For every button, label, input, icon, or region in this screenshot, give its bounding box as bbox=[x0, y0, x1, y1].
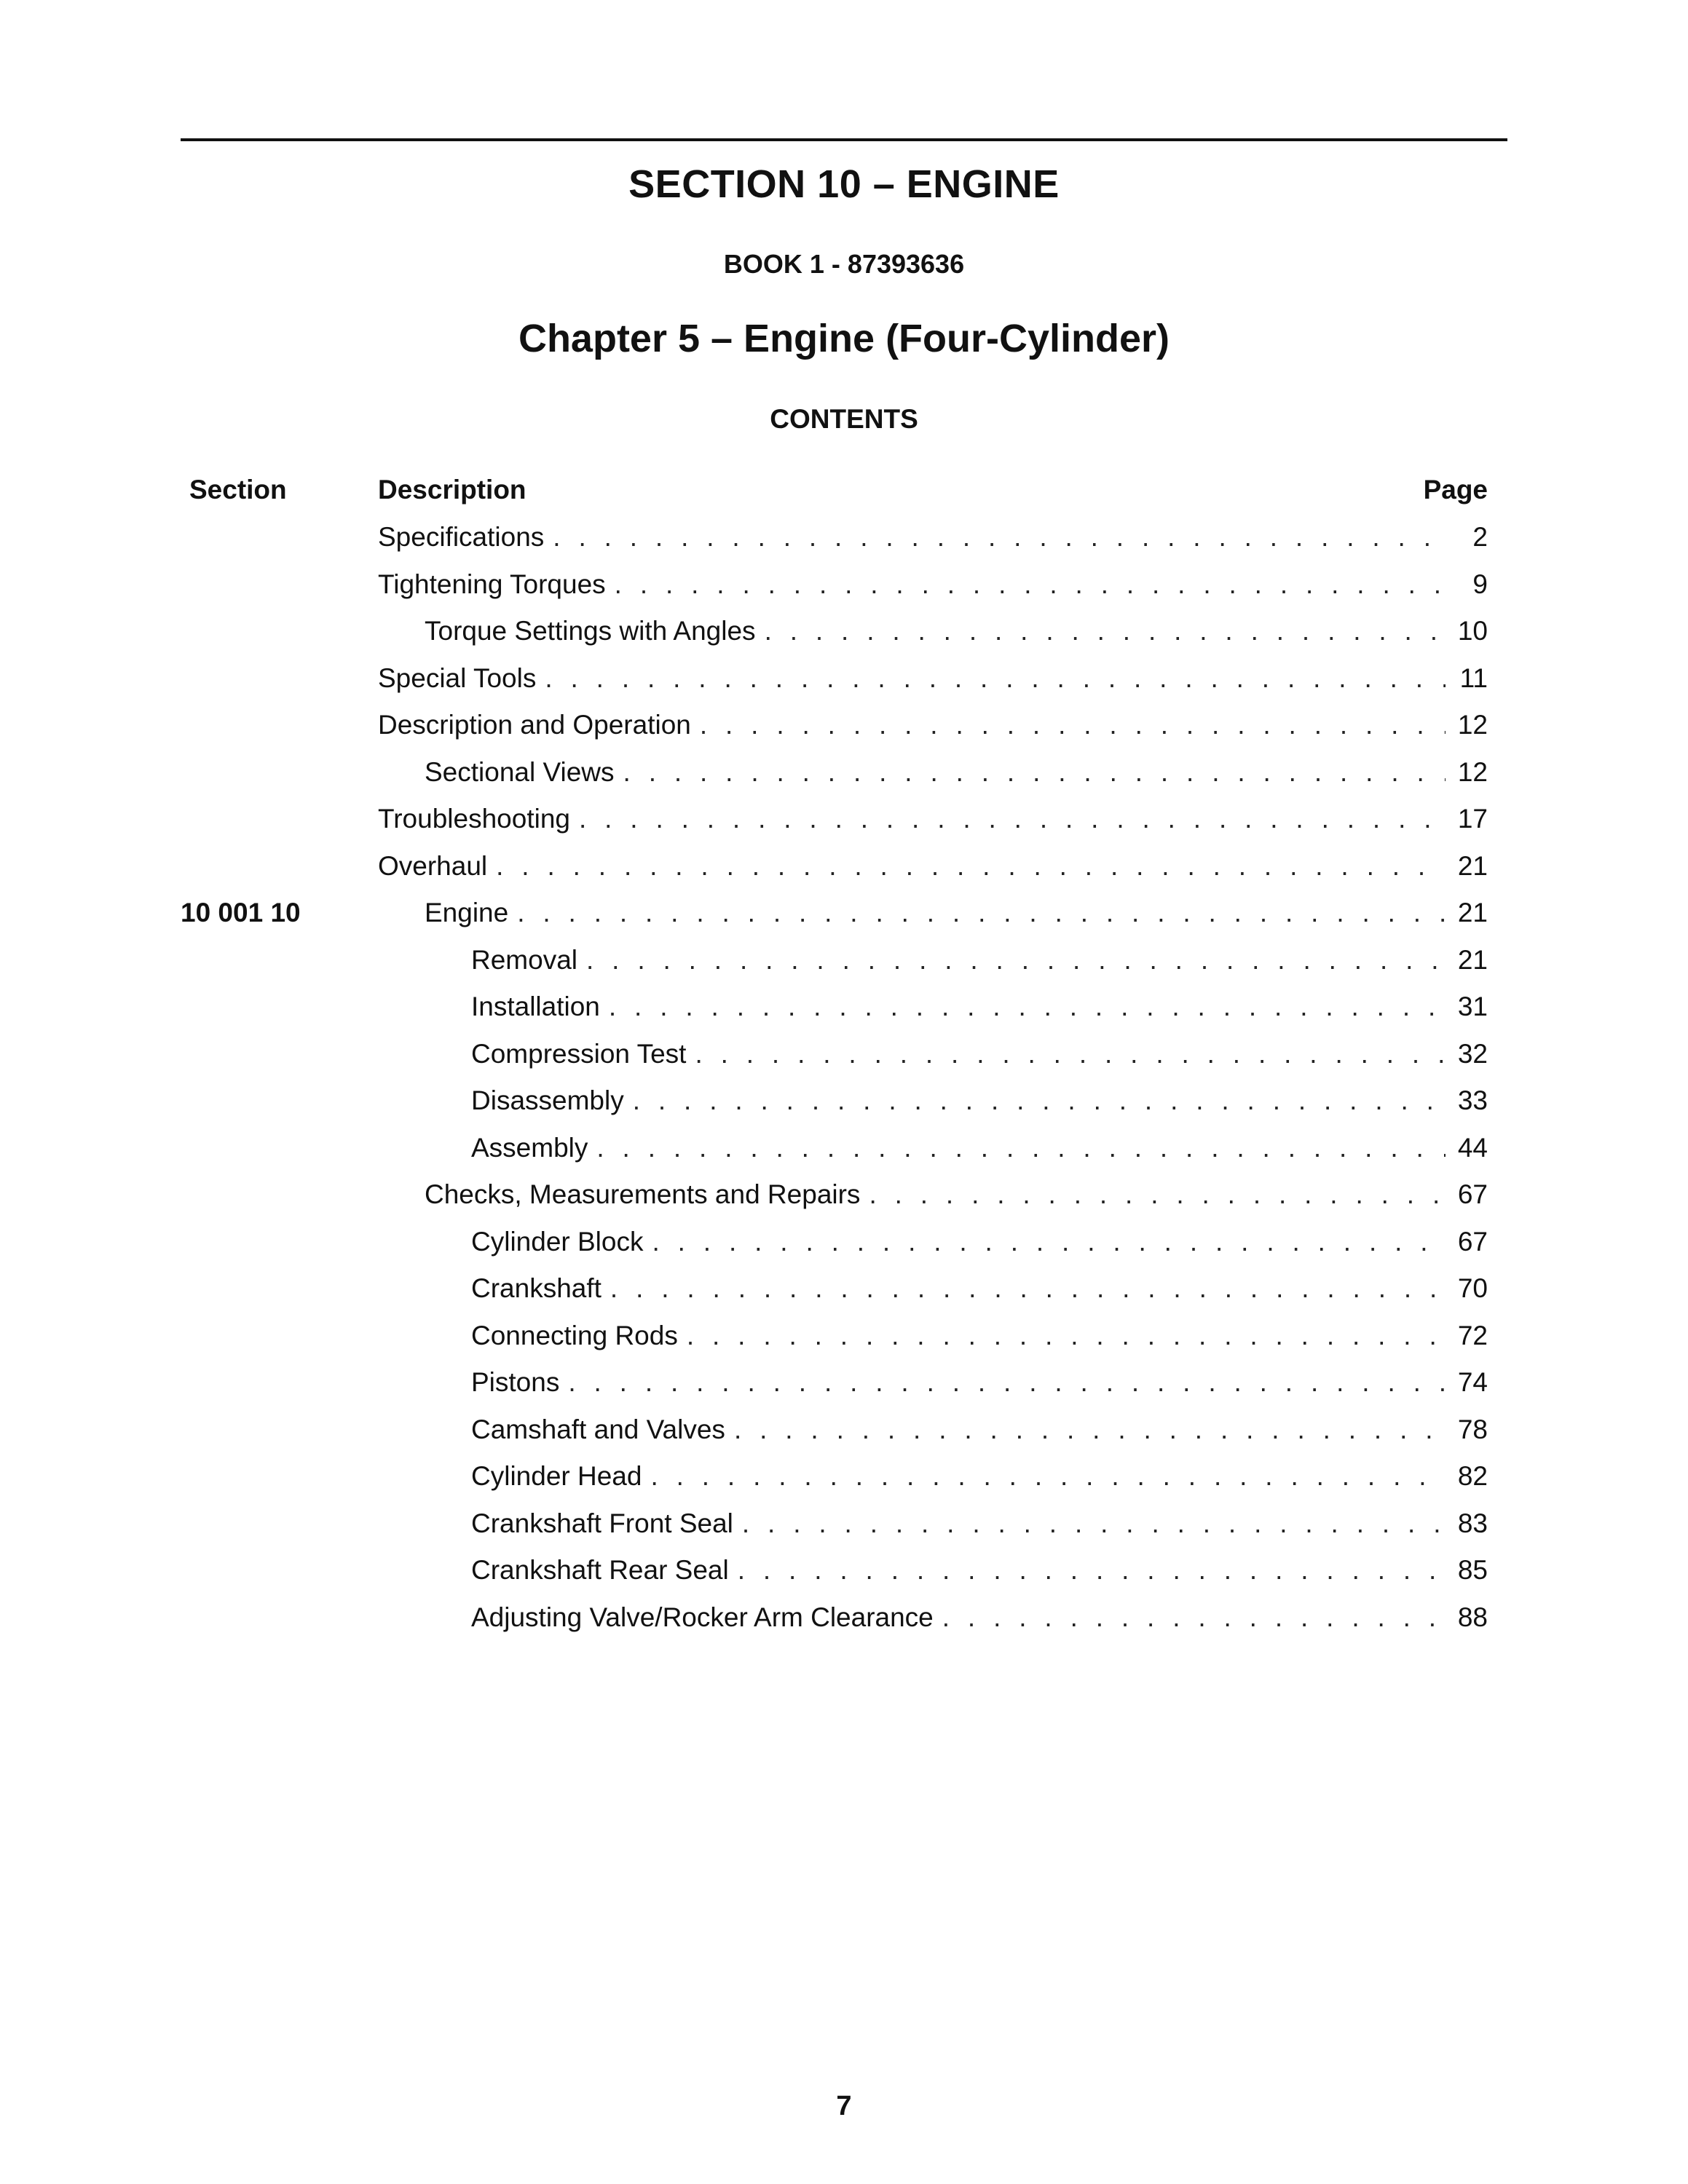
toc-entry-page: 88 bbox=[1457, 1602, 1488, 1632]
column-header-description: Description bbox=[378, 475, 526, 505]
dot-leader bbox=[687, 1316, 1446, 1356]
toc-row bbox=[0, 1222, 1688, 1270]
dot-leader bbox=[609, 987, 1446, 1026]
toc-entry-label: Cylinder Head bbox=[471, 1461, 642, 1491]
toc-entry[interactable] bbox=[378, 565, 1488, 604]
toc-entry[interactable] bbox=[378, 799, 1488, 839]
dot-leader bbox=[553, 518, 1446, 557]
toc-row bbox=[0, 753, 1688, 800]
toc-entry[interactable] bbox=[471, 1551, 1488, 1590]
dot-leader bbox=[496, 847, 1446, 886]
toc-entry-label: Adjusting Valve/Rocker Arm Clearance bbox=[471, 1602, 934, 1632]
toc-entry[interactable] bbox=[471, 1457, 1488, 1496]
toc-row bbox=[0, 1410, 1688, 1457]
toc-entry-page: 85 bbox=[1457, 1555, 1488, 1585]
toc-entry-page: 74 bbox=[1457, 1367, 1488, 1397]
toc-row bbox=[0, 518, 1688, 565]
toc-row bbox=[0, 1598, 1688, 1645]
toc-entry-label: Troubleshooting bbox=[378, 804, 570, 834]
toc-entry-page: 12 bbox=[1457, 756, 1488, 787]
toc-entry[interactable] bbox=[425, 893, 1488, 933]
page-number: 7 bbox=[836, 2091, 852, 2121]
contents-heading: CONTENTS bbox=[770, 404, 918, 434]
toc-entry-label: Installation bbox=[471, 992, 600, 1021]
dot-leader bbox=[579, 799, 1446, 839]
dot-leader bbox=[610, 1269, 1446, 1308]
toc-entry-label: Cylinder Block bbox=[471, 1226, 644, 1257]
toc-entry[interactable] bbox=[471, 1081, 1488, 1120]
toc-entry-label: Removal bbox=[471, 944, 577, 975]
dot-leader bbox=[742, 1504, 1446, 1543]
toc-entry[interactable] bbox=[471, 1410, 1488, 1449]
toc-entry-label: Engine bbox=[425, 898, 509, 927]
toc-entry-page: 10 bbox=[1457, 616, 1488, 646]
dot-leader bbox=[869, 1175, 1446, 1214]
toc-entry-page: 32 bbox=[1457, 1038, 1488, 1069]
toc-row bbox=[0, 1034, 1688, 1082]
toc-row bbox=[0, 893, 1688, 941]
dot-leader bbox=[650, 1457, 1446, 1496]
toc-entry-label: Sectional Views bbox=[425, 756, 615, 787]
toc-row bbox=[0, 1363, 1688, 1410]
dot-leader bbox=[596, 1128, 1446, 1168]
toc-entry-label: Specifications bbox=[378, 522, 545, 552]
dot-leader bbox=[734, 1410, 1446, 1449]
toc-entry[interactable] bbox=[378, 705, 1488, 745]
toc-row bbox=[0, 1269, 1688, 1316]
toc-entry-label: Tightening Torques bbox=[378, 569, 606, 599]
dot-leader bbox=[738, 1551, 1446, 1590]
toc-entry-label: Compression Test bbox=[471, 1038, 687, 1069]
toc-row bbox=[0, 1081, 1688, 1128]
section-title: SECTION 10 – ENGINE bbox=[628, 162, 1060, 206]
dot-leader bbox=[695, 1034, 1446, 1074]
toc-entry-label: Torque Settings with Angles bbox=[425, 616, 756, 646]
column-header-section: Section bbox=[189, 475, 287, 505]
toc-entry-page: 78 bbox=[1457, 1414, 1488, 1444]
toc-row bbox=[0, 612, 1688, 659]
toc-entry-label: Crankshaft bbox=[471, 1273, 602, 1303]
toc-entry[interactable] bbox=[425, 753, 1488, 792]
toc-entry[interactable] bbox=[471, 1598, 1488, 1637]
toc-entry-page: 33 bbox=[1457, 1085, 1488, 1115]
toc-row bbox=[0, 1128, 1688, 1176]
toc-entry-page: 83 bbox=[1457, 1508, 1488, 1538]
toc-entry-label: Crankshaft Rear Seal bbox=[471, 1555, 729, 1585]
toc-row bbox=[0, 941, 1688, 988]
toc-row bbox=[0, 799, 1688, 847]
toc-row bbox=[0, 565, 1688, 612]
toc-entry[interactable] bbox=[471, 1504, 1488, 1543]
toc-entry-page: 72 bbox=[1457, 1320, 1488, 1350]
dot-leader bbox=[652, 1222, 1446, 1262]
toc-entry-label: Disassembly bbox=[471, 1085, 624, 1115]
toc-entry-label: Checks, Measurements and Repairs bbox=[425, 1179, 861, 1209]
toc-entry-page: 17 bbox=[1457, 804, 1488, 834]
dot-leader bbox=[545, 659, 1446, 698]
toc-entry-page: 67 bbox=[1457, 1226, 1488, 1257]
toc-entry-page: 70 bbox=[1457, 1273, 1488, 1303]
dot-leader bbox=[700, 705, 1446, 745]
toc-row bbox=[0, 847, 1688, 894]
dot-leader bbox=[765, 612, 1446, 651]
toc-entry[interactable] bbox=[471, 1363, 1488, 1402]
toc-entry-label: Camshaft and Valves bbox=[471, 1414, 725, 1444]
toc-entry-label: Pistons bbox=[471, 1367, 560, 1397]
table-of-contents bbox=[0, 518, 1688, 1645]
toc-entry-page: 11 bbox=[1459, 662, 1488, 693]
toc-entry[interactable] bbox=[471, 1034, 1488, 1074]
toc-entry-page: 12 bbox=[1457, 710, 1488, 740]
dot-leader bbox=[586, 941, 1446, 980]
toc-entry-page: 44 bbox=[1457, 1132, 1488, 1163]
book-title: BOOK 1 - 87393636 bbox=[723, 249, 965, 279]
chapter-title: Chapter 5 – Engine (Four-Cylinder) bbox=[518, 317, 1170, 360]
toc-row bbox=[0, 1504, 1688, 1551]
toc-entry-page: 21 bbox=[1457, 850, 1488, 881]
toc-entry-label: Crankshaft Front Seal bbox=[471, 1508, 733, 1538]
toc-entry[interactable] bbox=[378, 659, 1488, 698]
dot-leader bbox=[568, 1363, 1446, 1402]
toc-entry-page: 67 bbox=[1457, 1179, 1488, 1209]
toc-entry-label: Connecting Rods bbox=[471, 1320, 678, 1350]
toc-entry-page: 82 bbox=[1457, 1461, 1488, 1491]
toc-entry[interactable] bbox=[471, 941, 1488, 980]
toc-entry-page: 21 bbox=[1457, 944, 1488, 975]
toc-entry-label: Special Tools bbox=[378, 662, 537, 693]
toc-row bbox=[0, 1551, 1688, 1598]
toc-row bbox=[0, 659, 1688, 706]
toc-entry-label: Assembly bbox=[471, 1132, 588, 1163]
dot-leader bbox=[623, 753, 1446, 792]
dot-leader bbox=[517, 893, 1446, 933]
dot-leader bbox=[942, 1598, 1446, 1637]
toc-entry-label: Description and Operation bbox=[378, 710, 691, 740]
toc-entry[interactable] bbox=[471, 987, 1488, 1026]
toc-entry[interactable] bbox=[378, 847, 1488, 886]
toc-entry-page: 21 bbox=[1457, 898, 1488, 927]
column-header-page: Page bbox=[1423, 475, 1488, 505]
toc-entry[interactable] bbox=[378, 518, 1488, 557]
dot-leader bbox=[633, 1081, 1446, 1120]
toc-entry[interactable] bbox=[471, 1316, 1488, 1356]
toc-entry-page: 2 bbox=[1472, 522, 1488, 552]
toc-entry[interactable] bbox=[425, 612, 1488, 651]
toc-entry[interactable] bbox=[471, 1269, 1488, 1308]
toc-entry-page: 9 bbox=[1472, 569, 1488, 599]
toc-row bbox=[0, 987, 1688, 1034]
toc-row bbox=[0, 1457, 1688, 1504]
header-rule bbox=[181, 138, 1507, 141]
toc-row bbox=[0, 1175, 1688, 1222]
toc-row bbox=[0, 1316, 1688, 1364]
toc-entry[interactable] bbox=[425, 1175, 1488, 1214]
toc-entry-page: 31 bbox=[1457, 992, 1488, 1021]
toc-section-code: 10 001 10 bbox=[181, 898, 301, 927]
toc-entry[interactable] bbox=[471, 1222, 1488, 1262]
toc-row bbox=[0, 705, 1688, 753]
toc-entry-label: Overhaul bbox=[378, 850, 488, 881]
dot-leader bbox=[615, 565, 1446, 604]
toc-entry[interactable] bbox=[471, 1128, 1488, 1168]
